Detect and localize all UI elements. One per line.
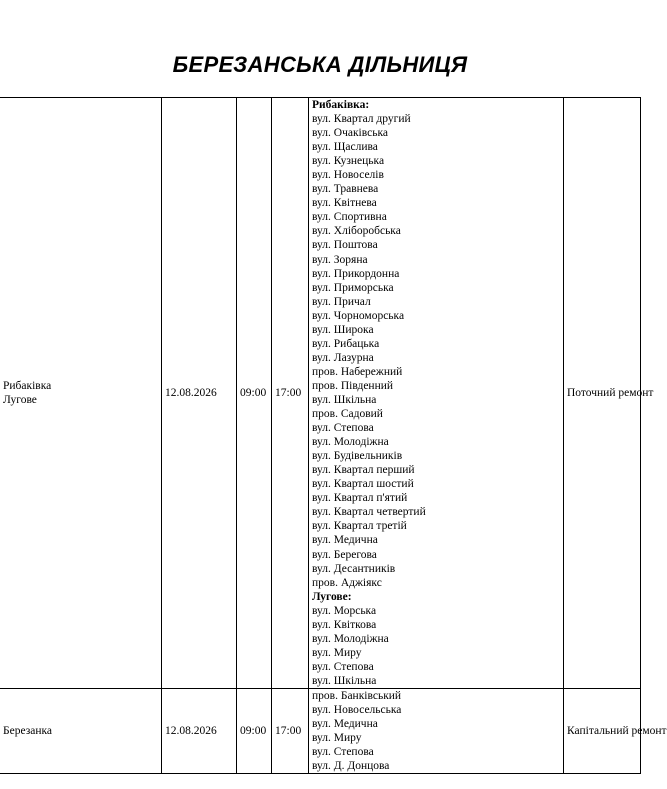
street-group-title: Лугове: xyxy=(312,590,352,603)
date-cell: 12.08.2026 xyxy=(162,688,237,773)
street-item: пров. Садовий xyxy=(312,408,383,421)
work-type-cell: Поточний ремонт xyxy=(564,98,641,689)
street-group-title: Рибаківка: xyxy=(312,99,370,111)
street-item: вул. Лазурна xyxy=(312,351,374,364)
end-time-cell: 17:00 xyxy=(272,688,309,773)
table-row xyxy=(0,98,641,689)
street-item: вул. Спортивна xyxy=(312,211,387,224)
street-item: вул. Квартал другий xyxy=(312,113,411,126)
street-item: вул. Медична xyxy=(312,534,378,547)
street-item: вул. Медична xyxy=(312,718,378,731)
settlement-cell xyxy=(0,98,162,689)
street-item: вул. Рибацька xyxy=(312,337,380,350)
start-time-cell: 09:00 xyxy=(237,688,272,773)
street-item: вул. Чорноморська xyxy=(312,309,405,322)
street-item: вул. Шкільна xyxy=(312,393,377,406)
street-item: вул. Кузнецька xyxy=(312,155,385,168)
street-item: вул. Квартал перший xyxy=(312,464,415,477)
street-item: вул. Степова xyxy=(312,746,374,759)
street-item: вул. Широка xyxy=(312,323,374,336)
street-item: вул. Щаслива xyxy=(312,141,378,154)
street-item: вул. Квітнева xyxy=(312,197,377,210)
date-cell: 12.08.2026 xyxy=(162,98,237,689)
settlement-name: Лугове xyxy=(3,393,37,406)
street-item: вул. Новосельська xyxy=(312,704,402,717)
street-item: вул. Квартал четвертий xyxy=(312,506,426,519)
street-item: вул. Квіткова xyxy=(312,618,377,631)
street-item: вул. Поштова xyxy=(312,239,378,252)
street-item: вул. Степова xyxy=(312,422,374,435)
street-item: пров. Південний xyxy=(312,379,394,392)
street-item: пров. Банківський xyxy=(312,689,402,702)
street-item: вул. Новоселів xyxy=(312,169,384,182)
street-item: вул. Берегова xyxy=(312,548,377,561)
street-item: пров. Набережний xyxy=(312,365,403,378)
streets-cell xyxy=(309,98,564,689)
street-item: вул. Приморська xyxy=(312,281,394,294)
end-time-cell: 17:00 xyxy=(272,98,309,689)
street-item: пров. Аджіякс xyxy=(312,576,382,589)
table-row xyxy=(0,688,641,773)
street-item: вул. Миру xyxy=(312,646,362,659)
street-item: вул. Д. Донцова xyxy=(312,760,390,773)
page-title: БЕРЕЗАНСЬКА ДІЛЬНИЦЯ xyxy=(172,52,468,77)
street-item: вул. Квартал третій xyxy=(312,520,407,533)
street-item: вул. Квартал шостий xyxy=(312,478,414,491)
street-item: вул. Причал xyxy=(312,295,371,308)
work-type-cell: Капітальний ремонт xyxy=(564,688,641,773)
start-time-cell: 09:00 xyxy=(237,98,272,689)
street-item: вул. Шкільна xyxy=(312,674,377,687)
street-item: вул. Квартал п'ятий xyxy=(312,492,408,505)
street-item: вул. Очаківська xyxy=(312,127,388,140)
street-item: вул. Десантників xyxy=(312,562,396,575)
street-item: вул. Молодіжна xyxy=(312,632,389,645)
settlement-name: Березанка xyxy=(3,725,53,738)
settlement-cell xyxy=(0,688,162,773)
street-item: вул. Хліборобська xyxy=(312,225,401,238)
street-item: вул. Травнева xyxy=(312,183,379,196)
street-item: вул. Прикордонна xyxy=(312,267,400,280)
street-item: вул. Морська xyxy=(312,604,377,617)
street-item: вул. Зоряна xyxy=(312,253,368,266)
street-item: вул. Степова xyxy=(312,660,374,673)
street-item: вул. Миру xyxy=(312,732,362,745)
outage-schedule-table xyxy=(0,97,667,774)
streets-cell xyxy=(309,688,564,773)
settlement-name: Рибаківка xyxy=(3,379,52,392)
street-item: вул. Молодіжна xyxy=(312,436,389,449)
street-item: вул. Будівельників xyxy=(312,450,403,463)
